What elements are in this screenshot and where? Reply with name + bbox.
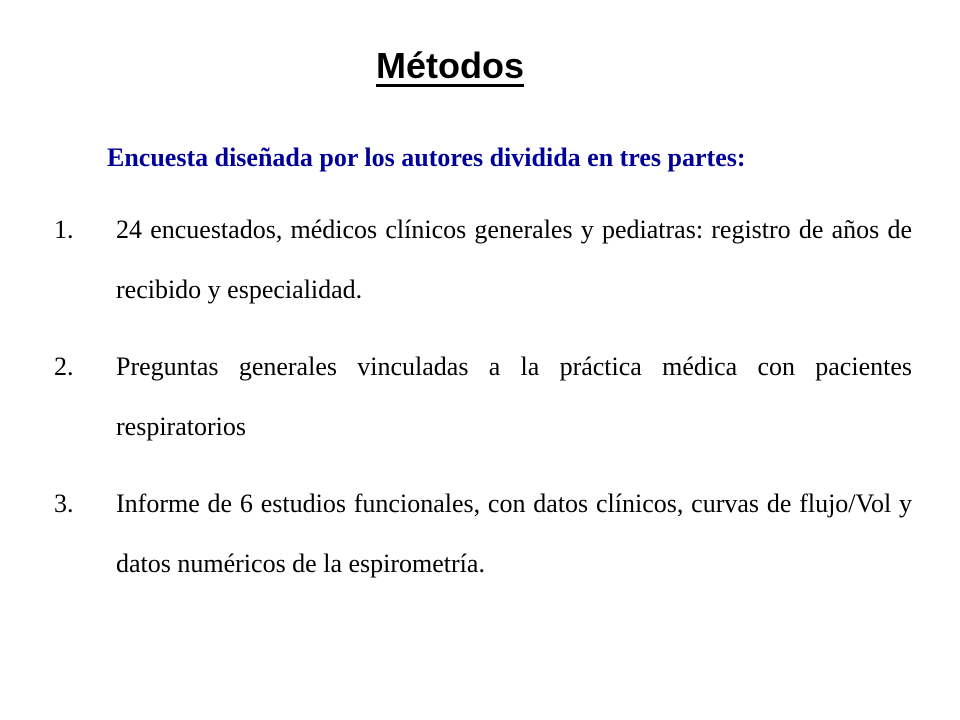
list-item-number: 3. (54, 489, 74, 518)
list-item-text: 24 encuestados, médicos clínicos generales y pediatras: registro de años de recibido y especialidad. (116, 215, 912, 304)
list-item-number: 2. (54, 352, 74, 381)
list-item-text: Informe de 6 estudios funcionales, con datos clínicos, curvas de flujo/Vol y datos numéricos de la espirometría. (116, 489, 912, 578)
slide-title (0, 42, 900, 90)
list-item-text: Preguntas generales vinculadas a la práctica médica con pacientes respiratorios (116, 352, 912, 441)
list-item-number: 1. (54, 215, 74, 244)
slide-subtitle: Encuesta diseñada por los autores dividida en tres partes: (107, 143, 746, 172)
slide-title-text: Métodos (376, 45, 524, 86)
